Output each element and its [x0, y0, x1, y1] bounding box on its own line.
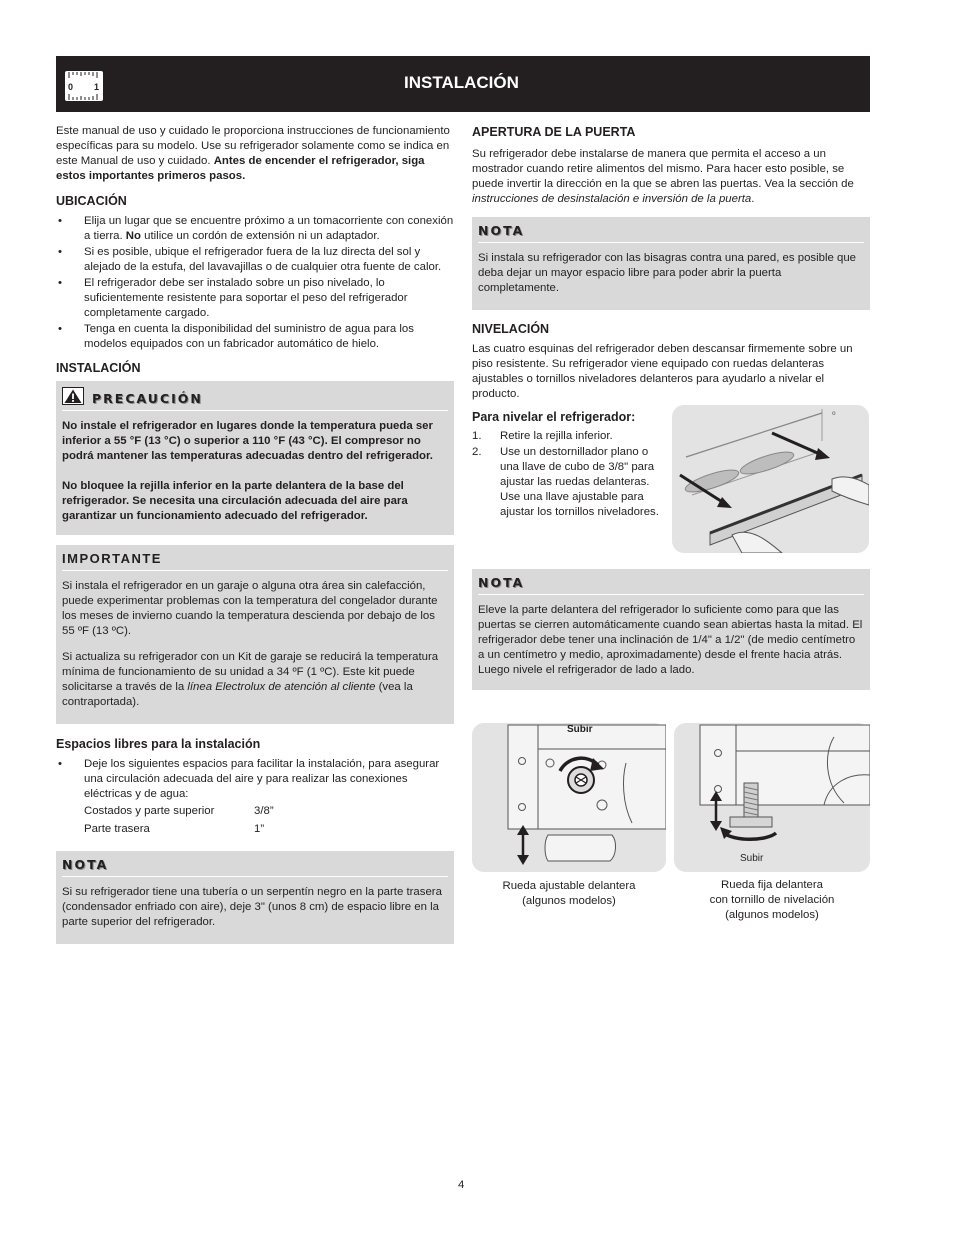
leveling-subheading: Para nivelar el refrigerador: [472, 410, 636, 424]
figure-caption: Rueda ajustable delantera (algunos modelos) [502, 880, 636, 907]
ruler-label-zero: 0 [68, 82, 74, 92]
ubicacion-heading: UBICACIÓN [56, 194, 127, 208]
list-item: 1. Retire la rejilla inferior. [472, 430, 613, 442]
clearance-value: 3/8” [254, 805, 274, 817]
nivelacion-paragraph: Las cuatro esquinas del refrigerador deben descansar firmemente sobre un piso resistente. Su refrigerador viene equipado con ruedas delanteras ajustables o tornillos niveladores delanteros para ayudarlo a nivelar el producto. [472, 343, 853, 400]
caution-paragraph: No instale el refrigerador en lugares donde la temperatura pueda ser inferior a 55 °F (13 °C) o superior a 110 °F (43 °C). El compresor no podrá mantener las temperaturas adecuadas dentro del refrigerador. [62, 420, 433, 462]
warning-icon [62, 387, 84, 405]
page-title: INSTALACIÓN [404, 73, 519, 92]
note-box [56, 851, 454, 944]
grille-removal-illustration [672, 405, 869, 553]
intro-bold-text: Antes de encender el refrigerador, siga estos importantes primeros pasos. [56, 155, 425, 182]
apertura-heading: APERTURA DE LA PUERTA [472, 125, 636, 139]
caution-paragraph: No bloquee la rejilla inferior en la parte delantera de la base del refrigerador. Se necesita una circulación adecuada del aire para garantizar un funcionamiento adecuado del refrigerador. [62, 480, 408, 522]
list-item: • Deje los siguientes espacios para facilitar la instalación, para asegurar una circulación adecuada del aire y para realizar las conexiones eléctricas y de agua: [56, 757, 454, 802]
caution-box [56, 381, 454, 535]
caution-title: PRECAUCIÓN [92, 391, 203, 406]
figure-caption: Rueda fija delantera con tornillo de nivelación (algunos modelos) [709, 879, 835, 921]
section-header [56, 56, 870, 112]
note-paragraph: Eleve la parte delantera del refrigerador lo suficiente como para que las puertas se cierren automáticamente cuando sean abiertas hasta la mitad. El refrigerador debe tener una inclinación de 1/4" a 1/2" (de medio centímetro a un centímetro y medio, aproximadamente) desde el frente hacia atrás. Luego nivele el refrigerador de lado a lado. [478, 604, 863, 676]
nivelacion-heading: NIVELACIÓN [472, 322, 550, 336]
apertura-paragraph: Su refrigerador debe instalarse de manera que permita el acceso a un mostrador cuando retire alimentos del mismo. Para hacer esto posible, se puede invertir la dirección en la que se abren las puertas. Vea la sección de instrucciones de desinstalación e inversión de la puerta. [472, 148, 854, 205]
note-paragraph: Si su refrigerador tiene una tubería o un serpentín negro en la parte trasera (condensador enfriado con aire), deje 3" (unos 8 cm) de espacio libre en la parte superior del refrigerador. [62, 886, 442, 928]
note-title-row [478, 223, 864, 243]
note-title: NOTA [478, 223, 525, 238]
important-paragraph: Si instala el refrigerador en un garaje o alguna otra área sin calefacción, puede experimentar problemas con la temperatura del congelador durante los meses de invierno cuando la temperatura descienda por debajo de los 55 ºF (13 ºC). [62, 580, 438, 637]
raise-label: Subir [740, 853, 764, 864]
ruler-icon [65, 71, 103, 101]
intro-paragraph: Este manual de uso y cuidado le proporciona instrucciones de funcionamiento específicas para su modelo. Use su refrigerador solamente como se indica en este Manual de uso y cuidado. Antes de encender el refrigerador, siga estos importantes primeros pasos. [56, 125, 450, 182]
note-paragraph: Si instala su refrigerador con las bisagras contra una pared, es posible que deba dejar un mayor espacio libre para poder abrir la puerta completamente. [478, 252, 857, 294]
leveling-steps-area [472, 409, 870, 559]
left-column [56, 124, 454, 944]
espacios-heading: Espacios libres para la instalación [56, 737, 261, 751]
important-paragraph: Si actualiza su refrigerador con un Kit de garaje se reducirá la temperatura mínima de funcionamiento de su unidad a 34 ºF (1 ºC). Este kit puede solicitarse a través de la línea Electrolux de atención al cliente (vea la contraportada). [62, 651, 439, 708]
ubicacion-list [56, 214, 454, 352]
note-title-row [478, 575, 864, 595]
ruler-label-one: 1 [94, 82, 100, 92]
adjustable-roller-illustration [472, 723, 666, 872]
right-column [472, 124, 870, 690]
important-box [56, 545, 454, 724]
leveling-list [472, 429, 668, 520]
caution-title-row [62, 387, 448, 411]
list-item: • Elija un lugar que se encuentre próximo a un tomacorriente con conexión a tierra. No utilice un cordón de extensión ni un adaptador. [56, 214, 454, 244]
instalacion-heading: INSTALACIÓN [56, 361, 141, 375]
important-title-row [62, 551, 448, 571]
note-box [472, 569, 870, 690]
clearance-label: Costados y parte superior [84, 805, 215, 817]
list-item: • El refrigerador debe ser instalado sobre un piso nivelado, lo suficientemente resistente para soportar el peso del refrigerador completamente cargado. [56, 276, 454, 321]
note-title-row [62, 857, 448, 877]
fixed-roller-illustration [674, 723, 870, 872]
espacios-list [56, 757, 454, 802]
clearance-table [84, 804, 454, 837]
note-title: NOTA [478, 575, 525, 590]
clearance-label: Parte trasera [84, 823, 150, 835]
list-item: • Si es posible, ubique el refrigerador fuera de la luz directa del sol y alejado de la estufa, del lavavajillas o de cualquier otra fuente de calor. [56, 245, 454, 275]
raise-label: Subir [567, 724, 593, 735]
list-item: 2. Use un destornillador plano o una llave de cubo de 3/8" para ajustar las ruedas delanteras. Use una llave ajustable para ajustar los tornillos niveladores. [472, 446, 659, 518]
important-title: IMPORTANTE [62, 551, 162, 566]
page-number: 4 [458, 1179, 465, 1191]
list-item: • Tenga en cuenta la disponibilidad del suministro de agua para los modelos equipados con un fabricador automático de hielo. [56, 322, 454, 352]
leveling-steps [472, 409, 668, 520]
note-title: NOTA [62, 857, 109, 872]
clearance-value: 1” [254, 823, 265, 835]
note-box [472, 217, 870, 310]
svg-text:o: o [832, 410, 836, 417]
